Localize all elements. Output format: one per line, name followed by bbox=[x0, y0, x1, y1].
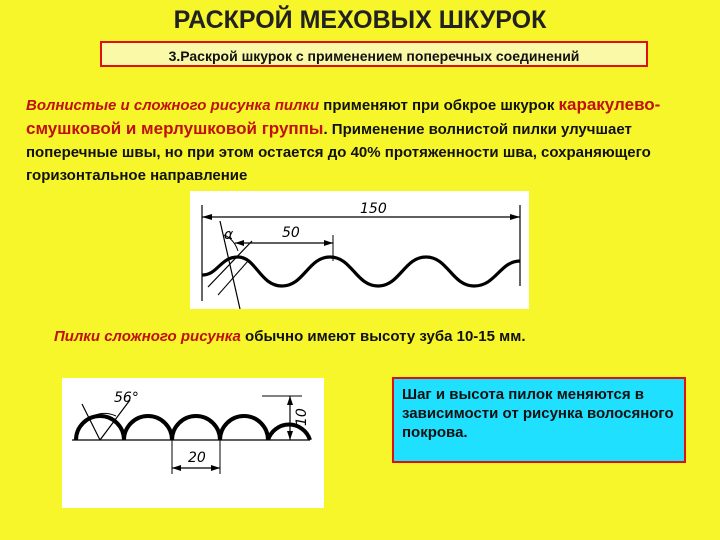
intro-paragraph bbox=[26, 93, 706, 187]
paragraph-text-2: . Применение волнистой пилки улучшает поперечные швы, но при этом остается до 40% протяженности шва, сохраняющего горизонтальное направление bbox=[26, 121, 651, 184]
page-title: РАСКРОЙ МЕХОВЫХ ШКУРОК bbox=[173, 6, 547, 34]
angle-marker: α bbox=[224, 227, 234, 243]
section-subtitle: 3.Раскрой шкурок с применением поперечных соединений bbox=[100, 41, 648, 67]
complex-saw-paragraph bbox=[54, 328, 674, 345]
dim-step-label: 50 bbox=[282, 225, 300, 241]
complex-saw-text: обычно имеют высоту зуба 10-15 мм. bbox=[240, 328, 526, 345]
wavy-saw-drawing bbox=[190, 191, 529, 309]
step-label: 20 bbox=[188, 450, 206, 466]
paragraph-emphasis-2: каракулево-смушковой и мерлушковой группы bbox=[26, 95, 661, 138]
complex-saw-emphasis: Пилки сложного рисунка bbox=[54, 328, 241, 345]
note-box: Шаг и высота пилок меняются в зависимости от рисунка волосяного покрова. bbox=[392, 377, 686, 463]
paragraph-text-1: применяют при обкрое шкурок bbox=[319, 97, 559, 114]
dim-total-label: 150 bbox=[360, 201, 387, 217]
complex-saw-figure bbox=[62, 378, 324, 508]
wavy-saw-figure bbox=[190, 191, 529, 309]
complex-saw-drawing bbox=[62, 378, 324, 508]
angle-label: 56° bbox=[114, 390, 139, 406]
paragraph-emphasis-1: Волнистые и сложного рисунка пилки bbox=[26, 97, 320, 114]
height-label: 10 bbox=[294, 408, 310, 426]
